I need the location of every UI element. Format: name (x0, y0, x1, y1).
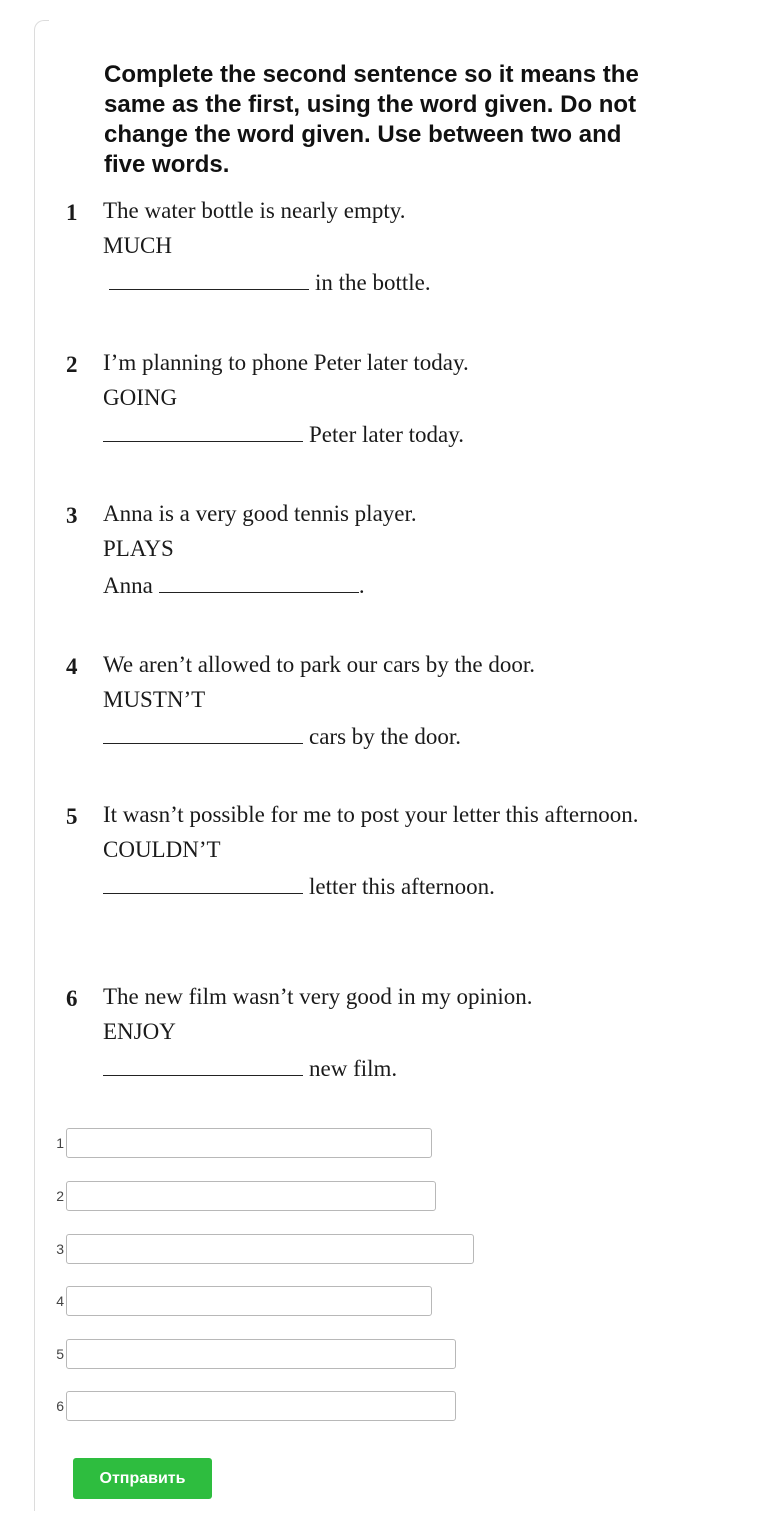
answer-input-6[interactable] (66, 1391, 456, 1421)
question-6 (66, 980, 646, 1087)
question-5 (66, 798, 646, 905)
answer-line-ending: . (358, 573, 365, 598)
question-answer-line (103, 718, 646, 755)
answer-line-ending: letter this afternoon. (309, 874, 495, 899)
question-number: 5 (66, 804, 78, 829)
answer-number: 3 (56, 1241, 64, 1257)
answer-blank (159, 572, 359, 593)
question-sentence: It wasn’t possible for me to post your letter this afternoon. (103, 802, 639, 827)
answer-line-ending: Peter later today. (309, 422, 464, 447)
question-keyword: ENJOY (103, 1019, 176, 1044)
question-answer-line (103, 1050, 646, 1087)
task-instruction: Complete the second sentence so it means the same as the first, using the word given. Do not change the word given. Use between two and five words. (104, 61, 639, 178)
answer-input-1[interactable] (66, 1128, 432, 1158)
question-sentence: The new film wasn’t very good in my opinion. (103, 984, 533, 1009)
question-answer-line (103, 416, 646, 453)
answer-line-ending: in the bottle. (315, 270, 431, 295)
answer-line-ending: cars by the door. (309, 724, 462, 749)
answer-blank (103, 421, 303, 442)
question-keyword: PLAYS (103, 536, 174, 561)
submit-button[interactable]: Отправить (73, 1458, 212, 1499)
question-number: 6 (66, 986, 78, 1011)
question-answer-line (103, 868, 646, 905)
question-3 (66, 497, 646, 604)
answer-number: 2 (56, 1188, 64, 1204)
answer-number: 1 (56, 1135, 64, 1151)
question-sentence: I’m planning to phone Peter later today. (103, 350, 469, 375)
question-number: 2 (66, 352, 78, 377)
answer-blank (103, 873, 303, 894)
answer-number: 5 (56, 1346, 64, 1362)
answer-blank (103, 1055, 303, 1076)
question-number: 1 (66, 200, 78, 225)
answer-input-3[interactable] (66, 1234, 474, 1264)
question-sentence: We aren’t allowed to park our cars by the door. (103, 652, 536, 677)
question-keyword: COULDN’T (103, 837, 221, 862)
answer-input-4[interactable] (66, 1286, 432, 1316)
question-1 (66, 194, 646, 301)
question-2 (66, 346, 646, 453)
question-sentence: The water bottle is nearly empty. (103, 198, 406, 223)
answer-number: 4 (56, 1293, 64, 1309)
answer-line-start: Anna (103, 573, 153, 598)
answer-number: 6 (56, 1398, 64, 1414)
answer-line-ending: new film. (309, 1056, 398, 1081)
question-4 (66, 648, 646, 755)
question-keyword: MUSTN’T (103, 687, 206, 712)
question-keyword: GOING (103, 385, 178, 410)
question-number: 4 (66, 654, 78, 679)
answer-input-5[interactable] (66, 1339, 456, 1369)
question-keyword: MUCH (103, 233, 173, 258)
answer-blank (103, 723, 303, 744)
answer-input-2[interactable] (66, 1181, 436, 1211)
question-answer-line (103, 567, 646, 604)
question-number: 3 (66, 503, 78, 528)
content-frame-edge (34, 20, 49, 1511)
question-answer-line (103, 264, 646, 301)
answer-blank (109, 269, 309, 290)
question-sentence: Anna is a very good tennis player. (103, 501, 417, 526)
